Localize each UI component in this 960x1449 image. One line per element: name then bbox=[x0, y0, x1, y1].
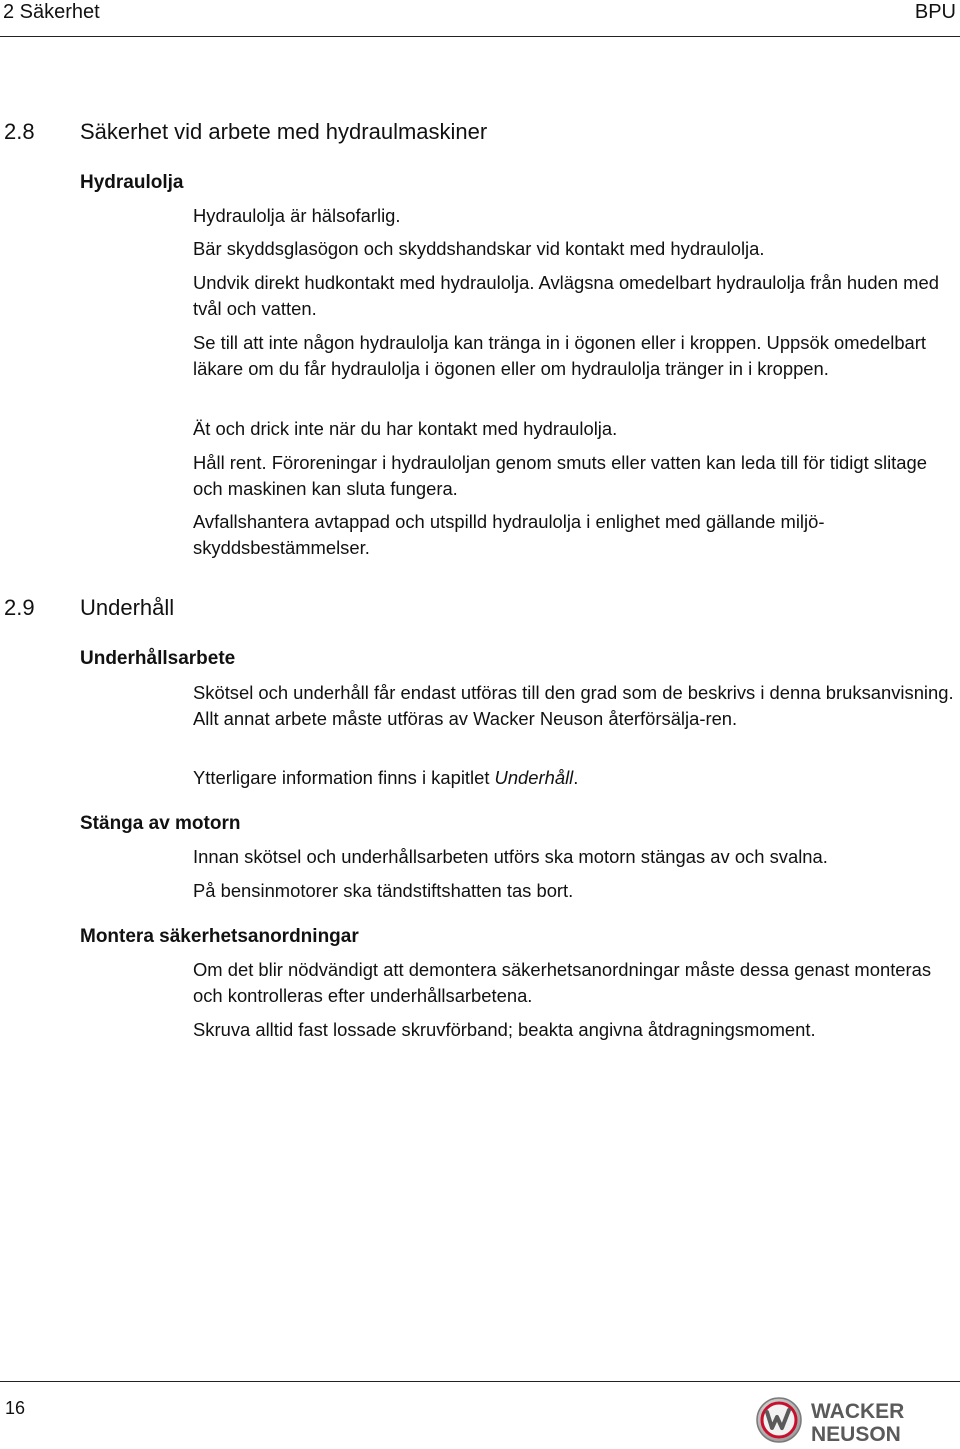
reference-suffix: . bbox=[573, 767, 579, 788]
subsection-heading: Montera säkerhetsanordningar bbox=[80, 926, 359, 947]
paragraph: Ät och drick inte när du har kontakt med hydraulolja. bbox=[193, 418, 618, 439]
page-number: 16 bbox=[5, 1398, 26, 1418]
paragraph: Skruva alltid fast lossade skruvförband; beakta angivna åtdragningsmoment. bbox=[193, 1019, 816, 1040]
section-number: 2.9 bbox=[4, 595, 35, 620]
section-number: 2.8 bbox=[4, 119, 35, 144]
reference-link[interactable]: Underhåll bbox=[494, 767, 574, 788]
subsection-heading: Hydraulolja bbox=[80, 172, 184, 193]
logo-text-line2: NEUSON bbox=[811, 1423, 901, 1444]
paragraph: Skötsel och underhåll får endast utföras till den grad som de beskrivs i denna bruksanvisning. Allt annat arbete måste utföras av Wacker Neuson återförsälja-ren. bbox=[193, 682, 954, 729]
paragraph: Se till att inte någon hydraulolja kan tränga in i ögonen eller i kroppen. Uppsök omedelbart läkare om du får hydraulolja i ögonen eller om hydraulolja tränger in i kroppen. bbox=[193, 332, 927, 379]
paragraph: Innan skötsel och underhållsarbeten utförs ska motorn stängas av och svalna. bbox=[193, 846, 828, 867]
subsection-heading: Stänga av motorn bbox=[80, 813, 241, 834]
header-product-name: BPU bbox=[914, 1, 956, 23]
paragraph: Hydraulolja är hälsofarlig. bbox=[193, 205, 401, 226]
wacker-neuson-w-logo-icon bbox=[755, 1396, 957, 1444]
paragraph: Avfallshantera avtappad och utspilld hydraulolja i enlighet med gällande miljö-skyddsbestämmelser. bbox=[193, 511, 825, 558]
section-title: Underhåll bbox=[80, 595, 175, 620]
paragraph: På bensinmotorer ska tändstiftshatten tas bort. bbox=[193, 880, 574, 901]
subsection-heading: Underhållsarbete bbox=[80, 648, 236, 669]
reference-prefix: Ytterligare information finns i kapitlet bbox=[193, 767, 495, 788]
section-title: Säkerhet vid arbete med hydraulmaskiner bbox=[80, 119, 488, 144]
wacker-neuson-logo bbox=[755, 1396, 957, 1444]
paragraph: Om det blir nödvändigt att demontera säkerhetsanordningar måste dessa genast monteras och kontrolleras efter underhållsarbetena. bbox=[193, 959, 932, 1006]
paragraph bbox=[193, 765, 955, 791]
paragraph: Undvik direkt hudkontakt med hydraulolja. Avlägsna omedelbart hydraulolja från huden med tvål och vatten. bbox=[193, 272, 939, 319]
footer-rule bbox=[0, 1381, 960, 1382]
logo-text-line1: WACKER bbox=[811, 1400, 905, 1423]
header-chapter-title: 2 Säkerhet bbox=[3, 1, 100, 23]
paragraph: Bär skyddsglasögon och skyddshandskar vid kontakt med hydraulolja. bbox=[193, 238, 765, 259]
header-rule bbox=[0, 36, 960, 37]
paragraph: Håll rent. Föroreningar i hydrauloljan genom smuts eller vatten kan leda till för tidigt slitage och maskinen kan sluta fungera. bbox=[193, 452, 927, 499]
